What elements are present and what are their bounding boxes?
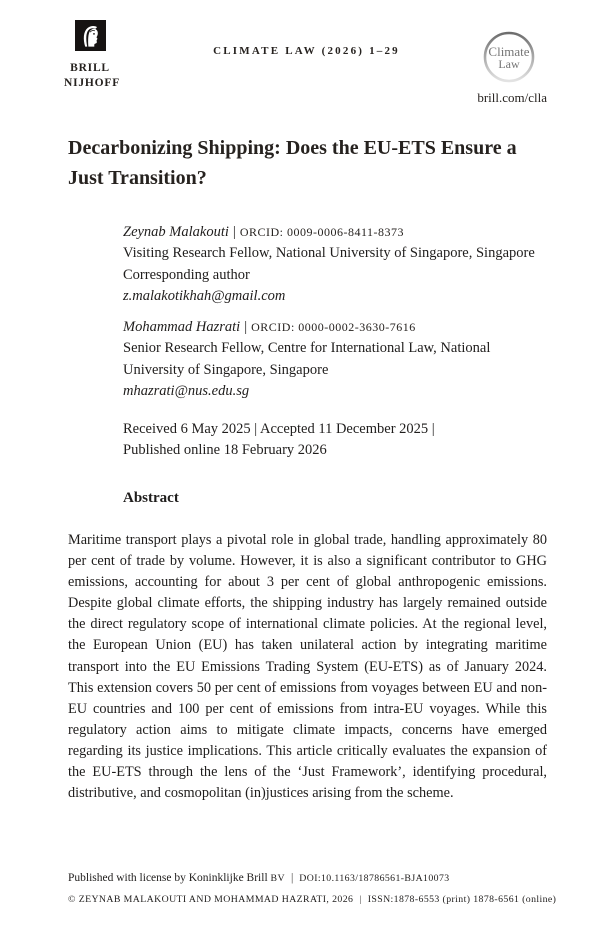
footer-doi-link[interactable]: DOI:10.1163/18786561-BJA10073 [299, 873, 450, 884]
article-history [123, 419, 547, 462]
footer-license-bv: BV [270, 873, 285, 884]
author-2-name-line [123, 317, 547, 338]
author-1-separator: | [232, 224, 236, 240]
author-1-name-line [123, 222, 547, 243]
publisher-name-nijhoff: NIJHOFF [64, 77, 121, 89]
seal-word-law: Law [498, 56, 520, 71]
author-1-role: Corresponding author [123, 266, 250, 283]
author-2-affiliation: Senior Research Fellow, Centre for International Law, National University of Singapore, Singapore [123, 340, 491, 378]
history-received-accepted: Received 6 May 2025 | Accepted 11 December 2025 | [123, 421, 435, 437]
author-block-2 [123, 317, 547, 402]
article-title-line2: Just Transition? [68, 167, 207, 189]
author-2-separator: | [244, 319, 248, 335]
footer-separator-2: | [359, 893, 362, 905]
seal-wordmark [483, 31, 535, 83]
author-2-orcid[interactable]: ORCID: 0000-0002-3630-7616 [251, 320, 416, 334]
seal-word-climate: Climate [488, 43, 530, 59]
author-2-name: Mohammad Hazrati [123, 319, 241, 335]
author-1-name: Zeynab Malakouti [123, 224, 229, 240]
author-1-affiliation: Visiting Research Fellow, National University of Singapore, Singapore [123, 245, 535, 262]
author-2-email-link[interactable]: mhazrati@nus.edu.sg [123, 382, 250, 399]
footer-issn: ISSN:1878-6553 (print) 1878-6561 (online) [367, 893, 557, 905]
journal-url-link[interactable]: brill.com/clla [477, 90, 547, 105]
footer-copyright: © ZEYNAB MALAKOUTI AND MOHAMMAD HAZRATI, 2026 [68, 893, 354, 905]
history-published: Published online 18 February 2026 [123, 442, 327, 459]
article-title [68, 133, 550, 193]
journal-citation: CLIMATE LAW (2026) 1–29 [213, 45, 400, 57]
abstract-text: Maritime transport plays a pivotal role in global trade, handling approximately 80 per cent of trade by volume. However, it is also a significant contributor to GHG emissions, accounting for about 3 per cent of global anthropogenic emissions. Despite global climate efforts, the shipping industry has largely remained outside the direct regulatory scope of international climate policies. At the regional level, the European Union (EU) has taken unilateral action by integrating maritime transport into the EU Emissions Trading System (EU-ETS) as of January 2024. This extension covers 50 per cent of emissions from voyages between EU and non-EU countries and 100 per cent of emissions from intra-EU voyages. While this regulatory action aims to mitigate climate impacts, concerns have emerged regarding its justice implications. This article critically evaluates the expansion of the EU-ETS through the lens of the ‘Just Framework’, identifying procedural, distributive, and cosmopolitan (in)justices arising from the scheme. [68, 532, 547, 802]
footer-license-text: Published with license by Koninklijke Brill [68, 872, 268, 884]
author-1-email-link[interactable]: z.malakotikhah@gmail.com [123, 287, 286, 304]
author-1-orcid[interactable]: ORCID: 0009-0006-8411-8373 [239, 225, 405, 239]
abstract-heading: Abstract [123, 490, 179, 506]
page-footer [68, 868, 557, 910]
footer-copyright-line [68, 890, 557, 911]
publisher-name-brill: BRILL [70, 62, 110, 74]
footer-license-line [68, 868, 550, 890]
footer-separator-1: | [290, 872, 294, 884]
climate-law-seal-icon [483, 31, 535, 83]
article-title-line1: Decarbonizing Shipping: Does the EU-ETS Ensure a [68, 137, 517, 159]
journal-brand-block [471, 31, 547, 106]
author-block-1 [123, 222, 547, 307]
